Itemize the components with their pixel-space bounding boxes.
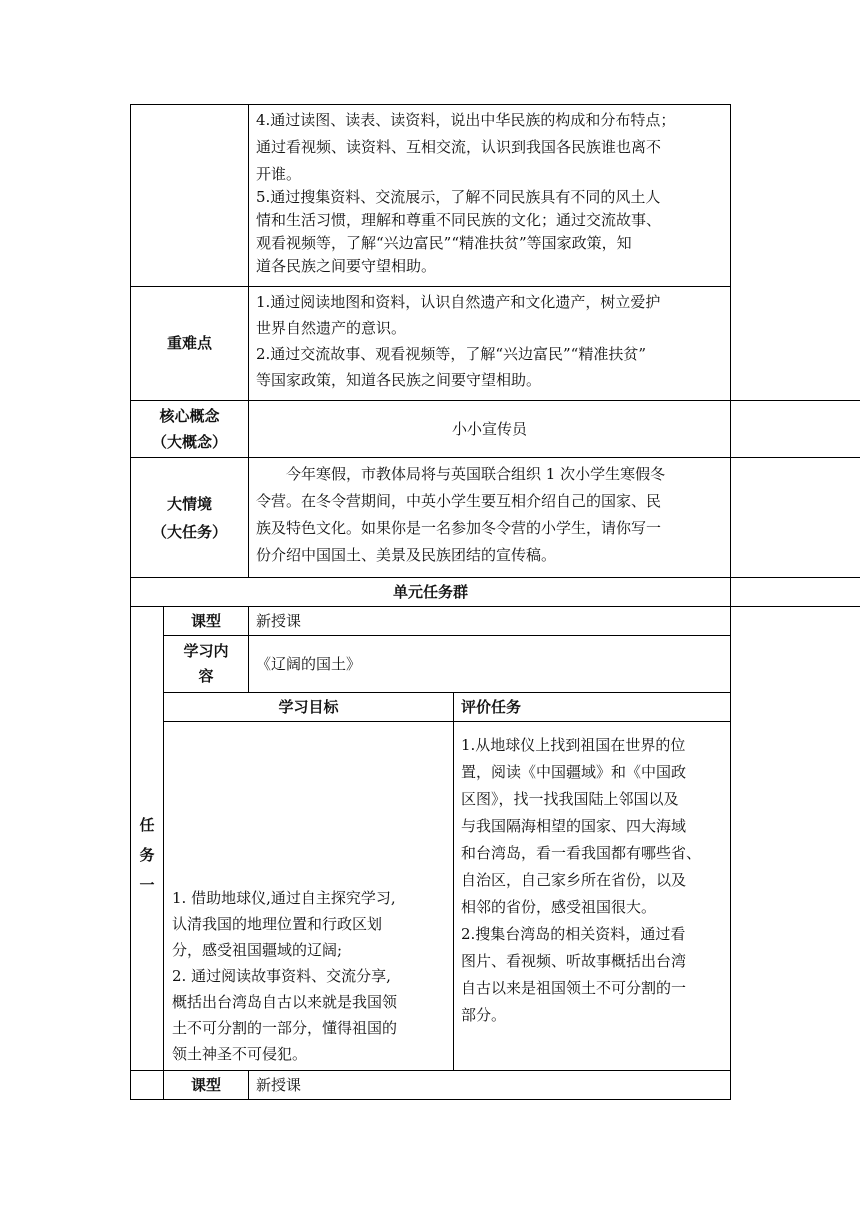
text-line: 与我国隔海相望的国家、四大海域 (461, 817, 687, 835)
lesson-type-value: 新授课 (256, 612, 302, 630)
text-line: 通过看视频、读资料、互相交流，认识到我国各民族谁也离不 (256, 138, 662, 156)
task1-label (131, 810, 163, 900)
learning-content-label (164, 636, 248, 692)
grid-line (248, 1070, 249, 1100)
core-concept-value: 小小宣传员 (451, 419, 527, 438)
text-line: 图片、看视频、听故事概括出台湾 (461, 952, 687, 970)
grid-line (130, 104, 730, 105)
key-points-label: 重难点 (166, 334, 212, 352)
text-line: 观看视频等，了解“兴边富民”“精准扶贫”等国家政策，知 (256, 234, 632, 252)
key-points-text (256, 289, 726, 393)
text-line: 开谁。 (256, 165, 302, 183)
big-situation-label (131, 458, 248, 577)
core-concept-label-line2: （大概念） (151, 433, 227, 451)
learning-content-value: 《辽阔的国土》 (256, 655, 362, 673)
big-situation-text (256, 461, 726, 569)
text-line: 族及特色文化。如果你是一名参加冬令营的小学生，请你写一 (256, 519, 662, 537)
text-line: 2.通过交流故事、观看视频等，了解“兴边富民”“精准扶贫” (256, 345, 646, 363)
text-line: 5.通过搜集资料、交流展示，了解不同民族具有不同的风土人 (256, 188, 661, 206)
text-line: 2. 通过阅读故事资料、交流分享, (172, 967, 391, 985)
text-line: 区图》，找一找我国陆上邻国以及 (461, 790, 679, 808)
grid-line (248, 606, 249, 692)
text-line: 令营。在冬令营期间，中英小学生要互相介绍自己的国家、民 (256, 492, 662, 510)
text-line: 道各民族之间要守望相助。 (256, 257, 437, 275)
text-line: 相邻的省份，感受祖国很大。 (461, 898, 657, 916)
text-line: 1.通过阅读地图和资料，认识自然遗产和文化遗产，树立爱护 (256, 293, 661, 311)
text-line: 等国家政策，知道各民族之间要守望相助。 (256, 371, 542, 389)
text-line: 今年寒假，市教体局将与英国联合组织 1 次小学生寒假冬 (286, 465, 666, 483)
text-line: 自古以来是祖国领土不可分割的一 (461, 979, 687, 997)
task2-lesson-type-label: 课型 (190, 1075, 221, 1094)
grid-line (248, 104, 249, 577)
grid-line (730, 104, 731, 1100)
text-line: 土不可分割的一部分，懂得祖国的 (172, 1019, 398, 1037)
learning-content-label-line1: 学习内 (183, 642, 229, 660)
learning-goals-header: 学习目标 (278, 697, 339, 716)
learning-content-label-line2: 容 (198, 667, 214, 685)
text-line: 置，阅读《中国疆域》和《中国政 (461, 763, 687, 781)
text-line: 和台湾岛，看一看我国都有哪些省、 (461, 844, 702, 862)
grid-line (453, 692, 454, 1070)
text-line: 认清我国的地理位置和行政区划 (172, 915, 383, 933)
big-situation-label-line2: （大任务） (151, 522, 227, 541)
text-line: 1. 借助地球仪,通过自主探究学习, (172, 889, 396, 907)
core-concept-label (131, 401, 248, 457)
objectives-continued-text (256, 109, 726, 278)
task1-label-char: 任 (139, 816, 155, 834)
text-line: 分，感受祖国疆域的辽阔; (172, 941, 343, 959)
text-line: 自治区，自己家乡所在省份，以及 (461, 871, 687, 889)
grid-line (130, 1099, 730, 1100)
text-line: 部分。 (461, 1006, 507, 1024)
text-line: 概括出台湾岛自古以来就是我国领 (172, 993, 398, 1011)
big-situation-label-line1: 大情境 (166, 494, 212, 513)
text-line: 2.搜集台湾岛的相关资料，通过看 (461, 925, 686, 943)
task-group-header: 单元任务群 (392, 582, 468, 601)
text-line: 1.从地球仪上找到祖国在世界的位 (461, 736, 686, 754)
task2-lesson-type-value: 新授课 (256, 1076, 302, 1094)
evaluation-tasks-text (461, 732, 727, 1029)
task1-label-char: 一 (139, 876, 155, 894)
text-line: 份介绍中国国土、美景及民族团结的宣传稿。 (256, 546, 557, 564)
lesson-type-label: 课型 (190, 611, 221, 630)
grid-line (163, 721, 730, 722)
task1-label-char: 务 (139, 846, 155, 864)
core-concept-label-line1: 核心概念 (159, 407, 220, 425)
evaluation-tasks-header: 评价任务 (461, 698, 522, 716)
learning-goals-text (172, 885, 450, 1067)
text-line: 世界自然遗产的意识。 (256, 319, 407, 337)
text-line: 领土神圣不可侵犯。 (172, 1045, 308, 1063)
text-line: 情和生活习惯，理解和尊重不同民族的文化；通过交流故事、 (256, 211, 662, 229)
text-line: 4.通过读图、读表、读资料，说出中华民族的构成和分布特点； (256, 111, 676, 129)
